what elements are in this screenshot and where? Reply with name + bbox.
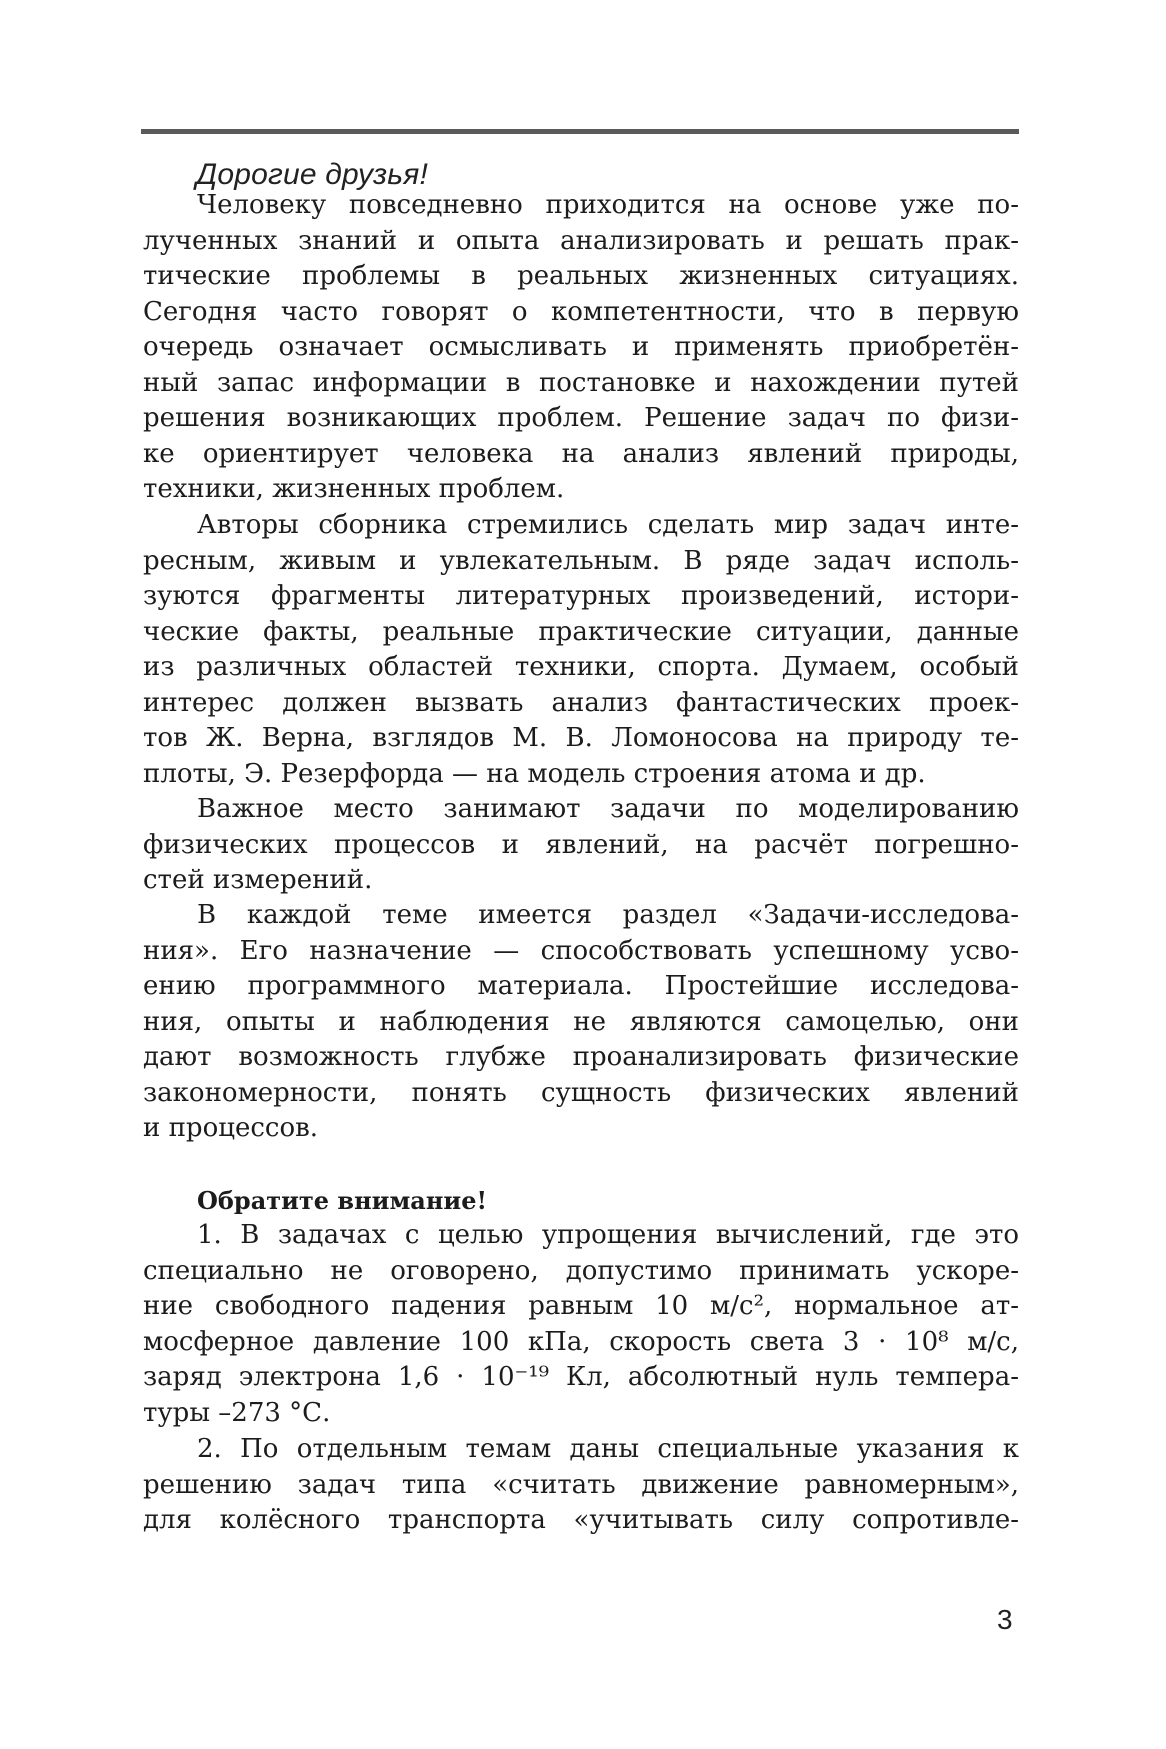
text-line: 1. В задачах с целью упрощения вычислений, где это xyxy=(197,1220,1019,1250)
paragraph-4 xyxy=(143,898,1019,1147)
text-line: ческие факты, реальные практические ситуации, данные xyxy=(143,616,1019,647)
text-line: физических процессов и явлений, на расчёт погрешно- xyxy=(143,829,1019,860)
text-line: решению задач типа «считать движение равномерным», xyxy=(143,1469,1019,1500)
text-line: ния». Его назначение — способствовать успешному усво- xyxy=(143,935,1019,966)
text-line: ресным, живым и увлекательным. В ряде задач исполь- xyxy=(143,545,1019,576)
text-line: мосферное давление 100 кПа, скорость света 3 · 10⁸ м/с, xyxy=(143,1326,1019,1357)
text-line: решения возникающих проблем. Решение задач по физи- xyxy=(143,403,1019,433)
text-line: специально не оговорено, допустимо принимать ускоре- xyxy=(143,1255,1019,1286)
text-line: Авторы сборника стремились сделать мир задач инте- xyxy=(197,510,1019,540)
text-line: тов Ж. Верна, взглядов М. В. Ломоносова на природу те- xyxy=(143,723,1019,753)
notice-heading: Обратите внимание! xyxy=(197,1186,488,1215)
text-line: Сегодня часто говорят о компетентности, что в первую xyxy=(143,296,1019,327)
text-line: зуются фрагменты литературных произведений, истори- xyxy=(143,581,1019,611)
text-line: техники, жизненных проблем. xyxy=(143,474,565,504)
text-line: плоты, Э. Резерфорда — на модель строения атома и др. xyxy=(143,758,926,789)
text-line: дают возможность глубже проанализировать физические xyxy=(143,1042,1019,1072)
text-line: из различных областей техники, спорта. Думаем, особый xyxy=(143,652,1019,682)
text-line: для колёсного транспорта «учитывать силу сопротивле- xyxy=(143,1505,1019,1535)
text-line: Важное место занимают задачи по моделированию xyxy=(197,794,1019,824)
text-line: туры –273 °С. xyxy=(143,1397,331,1428)
text-line: Человеку повседневно приходится на основе уже по- xyxy=(197,190,1019,220)
notice-item-1 xyxy=(143,1218,1019,1431)
page-heading: Дорогие друзья! xyxy=(196,158,429,191)
text-line: и процессов. xyxy=(143,1113,319,1143)
text-line: ный запас информации в постановке и нахождении путей xyxy=(143,367,1019,398)
paragraph-2 xyxy=(143,508,1019,792)
text-line: стей измерений. xyxy=(143,865,373,895)
paragraph-1 xyxy=(143,188,1019,508)
text-line: В каждой теме имеется раздел «Задачи-исследова- xyxy=(197,900,1019,930)
page-number: 3 xyxy=(997,1604,1013,1635)
notice-item-2 xyxy=(143,1432,1019,1539)
text-line: ния, опыты и наблюдения не являются самоцелью, они xyxy=(143,1006,1019,1037)
text-line: ению программного материала. Простейшие исследова- xyxy=(143,971,1019,1001)
text-line: ние свободного падения равным 10 м/с², нормальное ат- xyxy=(143,1291,1019,1321)
text-line: ке ориентирует человека на анализ явлений природы, xyxy=(143,438,1019,469)
paragraph-3 xyxy=(143,792,1019,899)
text-line: интерес должен вызвать анализ фантастических проек- xyxy=(143,687,1019,718)
text-line: заряд электрона 1,6 · 10⁻¹⁹ Кл, абсолютный нуль темпера- xyxy=(143,1362,1019,1392)
text-line: 2. По отдельным темам даны специальные указания к xyxy=(197,1434,1019,1464)
text-line: тические проблемы в реальных жизненных ситуациях. xyxy=(143,261,1019,291)
top-rule xyxy=(141,129,1019,134)
text-line: очередь означает осмысливать и применять приобретён- xyxy=(143,332,1019,362)
text-line: закономерности, понять сущность физических явлений xyxy=(143,1077,1019,1108)
text-line: лученных знаний и опыта анализировать и решать прак- xyxy=(143,225,1019,256)
